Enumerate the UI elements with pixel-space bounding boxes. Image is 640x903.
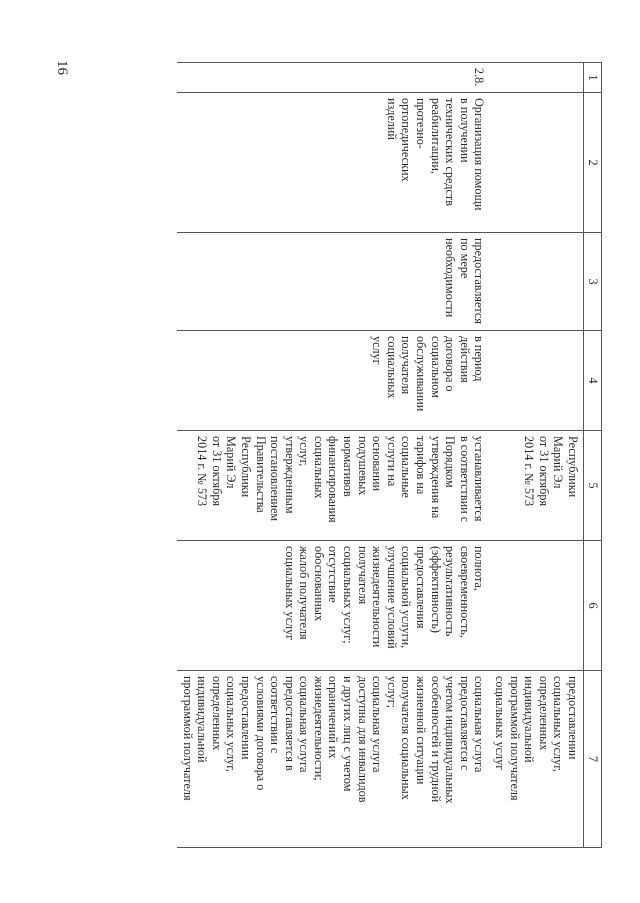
cell-text-line: изделий [384, 98, 399, 140]
cell-text-line: особенностей и трудной [428, 676, 443, 803]
cell-text-line: индивидуальной [195, 676, 210, 763]
cell-text-line: соответствии с [268, 676, 283, 754]
cell-text-line: получателя [355, 546, 370, 605]
cell-text-line: социальных [384, 336, 399, 399]
cell-text-line: действия договора о [443, 336, 472, 392]
cell-text-line: своевременность, [457, 546, 472, 638]
cell-text-line: в соответствии с [457, 436, 472, 523]
empty-cell [489, 233, 583, 331]
cell-text-line: социальная услуга [297, 676, 312, 773]
cell-text-line: предоставлении [238, 676, 253, 760]
cell-text-line: ограничений их [326, 676, 341, 759]
service-name-cell [177, 93, 489, 233]
cell-text-line: по мере [457, 238, 472, 279]
cell-text-line: устанавливается [472, 436, 487, 522]
cell-text-line: программой получателя [507, 676, 522, 801]
cell-text-line: подушевых [355, 436, 370, 496]
cell-text-line: от 31 октября [536, 436, 551, 507]
cell-text-line: получателя [399, 336, 414, 395]
header-cell: 5 [584, 431, 602, 541]
cell-text-line: Республики [238, 436, 253, 498]
cell-text-line: Правительства [253, 436, 268, 513]
cell-text-line: обслуживании [414, 336, 429, 412]
services-table [177, 62, 602, 848]
cell-text-line: Порядком [443, 436, 458, 488]
cell-text-line: в период [472, 336, 487, 382]
cell-text-line: социальных услуг [493, 676, 508, 771]
tariff-cell [177, 431, 489, 541]
header-cell: 7 [584, 671, 602, 848]
cell-text-line: услуг; [384, 676, 399, 709]
cell-text-line: услуг [370, 336, 385, 365]
cell-text-line: предоставляется в [282, 676, 297, 771]
cell-text-line: жалоб получателя [297, 546, 312, 640]
cell-text-line: результативность [443, 546, 458, 637]
cell-text-line: в получении [457, 98, 472, 163]
header-cell: 6 [584, 541, 602, 671]
cell-text-line: Марий Эл [224, 436, 239, 489]
cell-text-line: социальном [428, 336, 443, 398]
cell-text-line: социальная услуга [472, 676, 487, 773]
cell-text-line: социальной услуги, [399, 546, 414, 649]
cell-text-line: финансирования [326, 436, 341, 523]
cell-text-line: от 31 октября [209, 436, 224, 507]
header-cell: 1 [584, 63, 602, 93]
cell-text-line: доступна для инвалидов [355, 676, 370, 803]
cell-text-line: услуг, [297, 436, 312, 467]
cell-text-line: протезно- [414, 98, 429, 149]
cell-text-line: социальные [399, 436, 414, 498]
cell-text-line: социальных услуг; [341, 546, 356, 644]
cont-cell-7 [489, 671, 583, 848]
cell-text-line: нормативов [341, 436, 356, 497]
cell-text-line: обоснованных [311, 546, 326, 622]
cell-text-line: предоставляется [472, 238, 487, 324]
empty-cell [489, 331, 583, 431]
cell-text-line: ортопедических [399, 98, 414, 182]
cell-text-line: определенных [536, 676, 551, 751]
period-cell [177, 331, 489, 431]
cell-text-line: услуги на [384, 436, 399, 487]
cell-text-line: отсутствие [326, 546, 341, 603]
conditions-cell [177, 671, 489, 848]
cell-text-line: утверждения на [428, 436, 443, 519]
cont-cell-5 [489, 431, 583, 541]
header-cell: 3 [584, 233, 602, 331]
cell-text-line: Марий Эл [551, 436, 566, 489]
cell-text-line: утвержденным [282, 436, 297, 514]
rotated-table-wrapper [102, 62, 602, 847]
cell-text-line: постановлением [268, 436, 283, 522]
cell-text-line: (эффективность) [428, 546, 443, 633]
cell-text-line: социальных услуг, [551, 676, 566, 772]
cell-text-line: жизнедеятельности [370, 546, 385, 648]
cell-text-line: программой получателя [180, 676, 195, 801]
cell-text-line: получателя социальных [399, 676, 414, 800]
header-cell: 2 [584, 93, 602, 233]
cell-text-line: Республики [566, 436, 580, 498]
cell-text-line: учетом индивидуальных [443, 676, 458, 804]
quality-cell [177, 541, 489, 671]
service-row-2-8 [177, 63, 489, 848]
cell-text-line: предоставляется с [457, 676, 472, 771]
cell-text-line: предоставления [414, 546, 429, 629]
cell-text-line: основании [370, 436, 385, 491]
cell-text-line: социальных услуг [282, 546, 297, 641]
cell-text-line: Организация помощи [472, 98, 487, 211]
header-row [584, 63, 602, 848]
cell-text-line: необходимости [443, 238, 458, 318]
cell-text-line: полнота, [472, 546, 487, 591]
frequency-cell [177, 233, 489, 331]
cell-text-line: улучшение условий [384, 546, 399, 649]
cell-text-line: реабилитации, [428, 98, 443, 174]
header-cell: 4 [584, 331, 602, 431]
cell-text-line: жизнедеятельности; [311, 676, 326, 781]
cell-text-line: социальная услуга [370, 676, 385, 773]
cell-text-line: социальных услуг, [224, 676, 239, 772]
cell-text-line: технических средств [443, 98, 458, 206]
cell-text-line: индивидуальной [522, 676, 537, 763]
cell-text-line: определенных [209, 676, 224, 751]
cell-text-line: социальных [311, 436, 326, 499]
cell-text-line: и других лиц с учетом [341, 676, 356, 792]
page-number: 16 [54, 60, 70, 75]
cell-text-line: 2014 г. № 573 [522, 436, 537, 507]
cell-text-line: условиями договора о [253, 676, 268, 791]
cell-text-line: 2014 г. № 573 [195, 436, 210, 507]
continuation-row [489, 63, 583, 848]
empty-cell [489, 541, 583, 671]
empty-cell [489, 93, 583, 233]
cell-text-line: предоставлении [566, 676, 580, 760]
empty-cell [489, 63, 583, 93]
row-number: 2.8. [177, 63, 489, 93]
cell-text-line: тарифов на [414, 436, 429, 495]
cell-text-line: жизненной ситуации [414, 676, 429, 785]
